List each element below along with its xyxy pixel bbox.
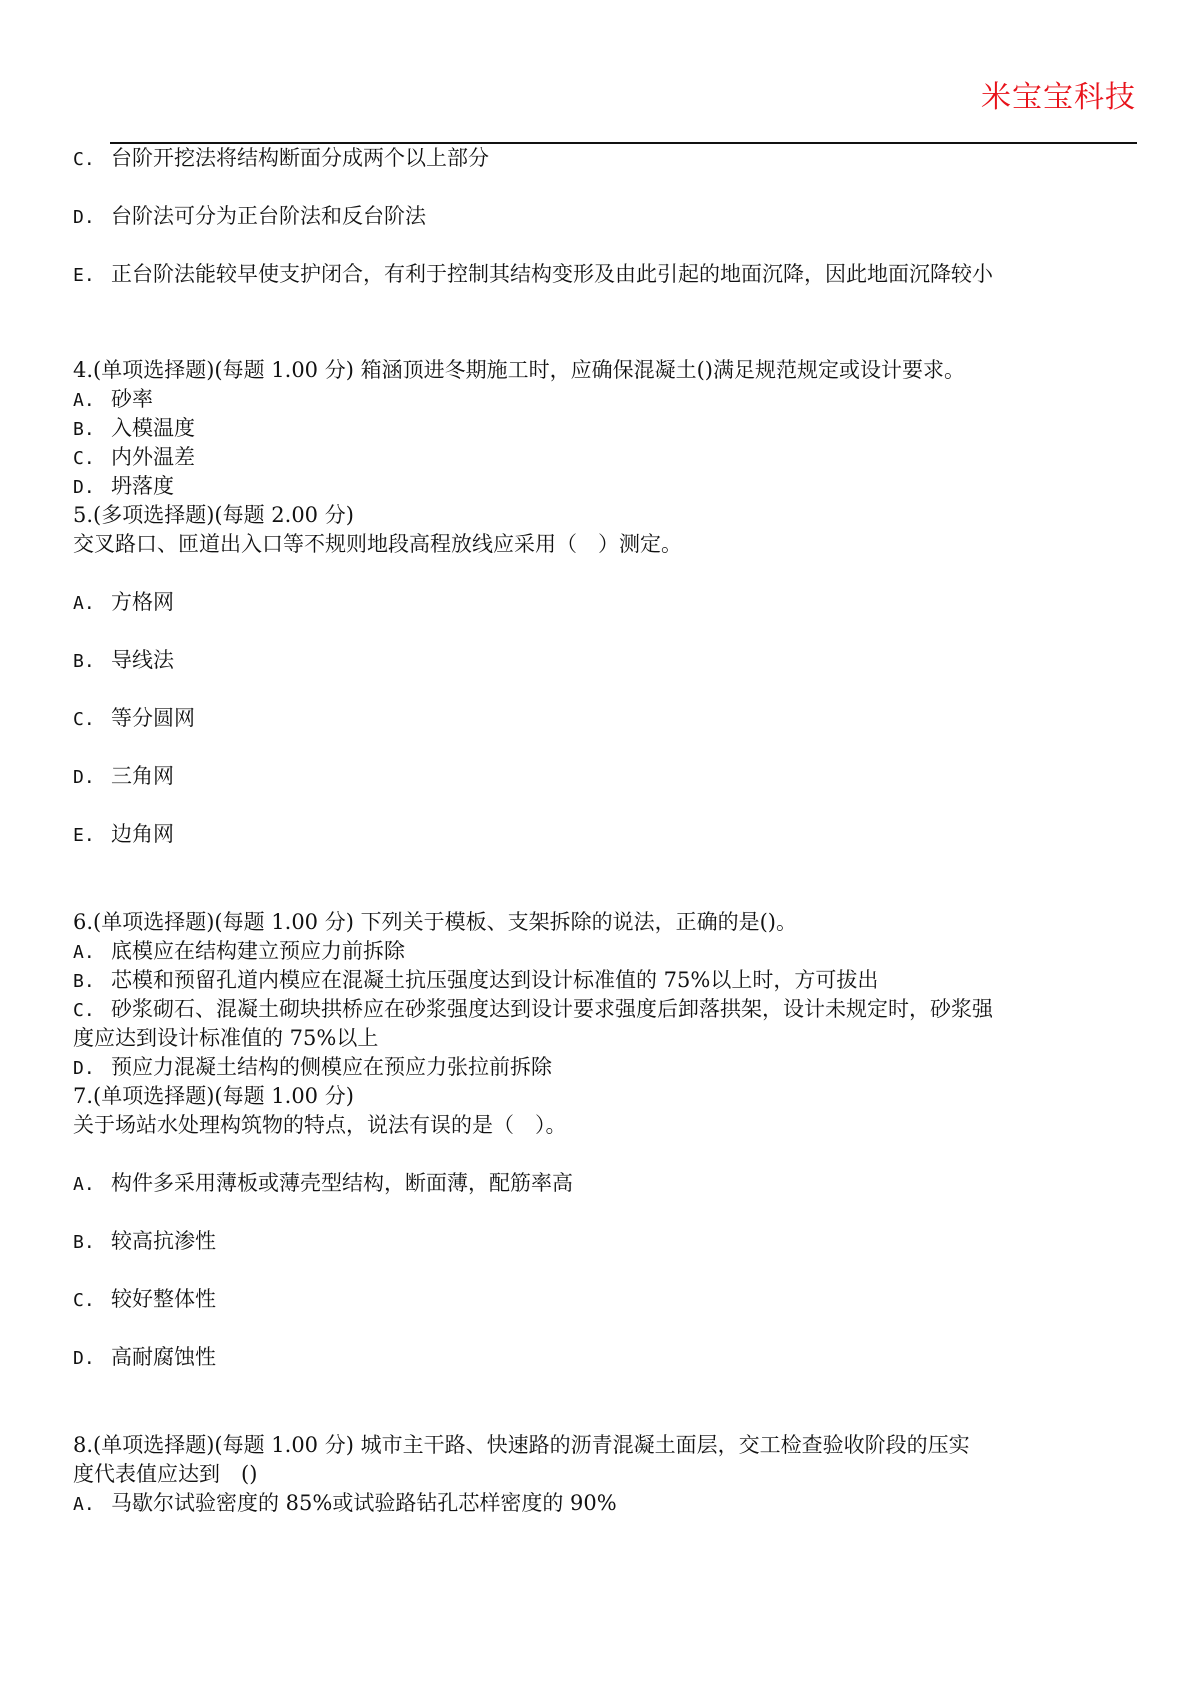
q7-option-a: [73, 1169, 573, 1199]
option-label: A.: [73, 1494, 95, 1515]
option-text: 边角网: [111, 822, 174, 846]
q5-option-e: [73, 820, 174, 850]
q7-option-b: [73, 1227, 216, 1257]
q6-stem: 6.(单项选择题)(每题 1.00 分) 下列关于模板、支架拆除的说法，正确的是()。: [73, 910, 797, 934]
q5-header: 5.(多项选择题)(每题 2.00 分): [73, 503, 354, 527]
option-label: D.: [73, 767, 95, 788]
option-text: 构件多采用薄板或薄壳型结构，断面薄，配筋率高: [111, 1171, 573, 1195]
option-text: 底模应在结构建立预应力前拆除: [111, 939, 405, 963]
option-label: D.: [73, 1348, 95, 1369]
option-text: 芯模和预留孔道内模应在混凝土抗压强度达到设计标准值的 75%以上时，方可拔出: [111, 968, 879, 992]
q7-stem: 关于场站水处理构筑物的特点，说法有误的是（ ）。: [73, 1113, 567, 1137]
q6-option-d: [73, 1053, 552, 1083]
q4-stem: 4.(单项选择题)(每题 1.00 分) 箱涵顶进冬期施工时，应确保混凝土()满足规范规定或设计要求。: [73, 358, 965, 382]
option-label: B.: [73, 971, 95, 992]
option-text: 三角网: [111, 764, 174, 788]
option-label: E.: [73, 825, 95, 846]
brand-logo-text: 米宝宝科技: [981, 80, 1136, 115]
option-label: D.: [73, 1058, 95, 1079]
q8-option-a: [73, 1489, 617, 1519]
option-label: A.: [73, 390, 95, 411]
q7-option-d: [73, 1343, 216, 1373]
option-text: 坍落度: [111, 474, 174, 498]
q5-option-b: [73, 646, 174, 676]
option-label: B.: [73, 1232, 95, 1253]
option-text: 内外温差: [111, 445, 195, 469]
option-text: 较好整体性: [111, 1287, 216, 1311]
q5-option-c: [73, 704, 195, 734]
option-text: 入模温度: [111, 416, 195, 440]
q3-option-e: [73, 260, 993, 290]
q4-option-a: [73, 385, 153, 415]
option-label: A.: [73, 1174, 95, 1195]
q8-stem-continuation: 度代表值应达到 (): [73, 1462, 258, 1486]
option-text: 高耐腐蚀性: [111, 1345, 216, 1369]
q6-option-c-continuation: 度应达到设计标准值的 75%以上: [73, 1026, 379, 1050]
option-text: 台阶开挖法将结构断面分成两个以上部分: [111, 146, 489, 170]
q6-option-a: [73, 937, 405, 967]
option-label: C.: [73, 1000, 95, 1021]
q8-stem: 8.(单项选择题)(每题 1.00 分) 城市主干路、快速路的沥青混凝土面层，交工检查验收阶段的压实: [73, 1433, 970, 1457]
option-label: C.: [73, 149, 95, 170]
option-label: C.: [73, 709, 95, 730]
option-text: 正台阶法能较早使支护闭合，有利于控制其结构变形及由此引起的地面沉降，因此地面沉降较小: [111, 262, 993, 286]
option-text: 导线法: [111, 648, 174, 672]
option-text: 较高抗渗性: [111, 1229, 216, 1253]
option-text: 预应力混凝土结构的侧模应在预应力张拉前拆除: [111, 1055, 552, 1079]
q7-option-c: [73, 1285, 216, 1315]
option-text: 砂率: [111, 387, 153, 411]
option-label: B.: [73, 419, 95, 440]
option-text: 方格网: [111, 590, 174, 614]
option-label: C.: [73, 1290, 95, 1311]
option-label: B.: [73, 651, 95, 672]
q5-stem: 交叉路口、匝道出入口等不规则地段高程放线应采用（ ）测定。: [73, 532, 682, 556]
q4-option-c: [73, 443, 195, 473]
option-label: A.: [73, 942, 95, 963]
q3-option-c: [73, 144, 489, 174]
q6-option-c: [73, 995, 993, 1025]
option-label: C.: [73, 448, 95, 469]
option-label: D.: [73, 477, 95, 498]
q4-option-b: [73, 414, 195, 444]
option-text: 马歇尔试验密度的 85%或试验路钻孔芯样密度的 90%: [111, 1491, 617, 1515]
q4-option-d: [73, 472, 174, 502]
q3-option-d: [73, 202, 426, 232]
q5-option-a: [73, 588, 174, 618]
option-text: 等分圆网: [111, 706, 195, 730]
option-text: 台阶法可分为正台阶法和反台阶法: [111, 204, 426, 228]
q5-option-d: [73, 762, 174, 792]
option-label: D.: [73, 207, 95, 228]
option-text: 砂浆砌石、混凝土砌块拱桥应在砂浆强度达到设计要求强度后卸落拱架，设计未规定时，砂浆强: [111, 997, 993, 1021]
q6-option-b: [73, 966, 878, 996]
option-label: E.: [73, 265, 95, 286]
option-label: A.: [73, 593, 95, 614]
q7-header: 7.(单项选择题)(每题 1.00 分): [73, 1084, 354, 1108]
